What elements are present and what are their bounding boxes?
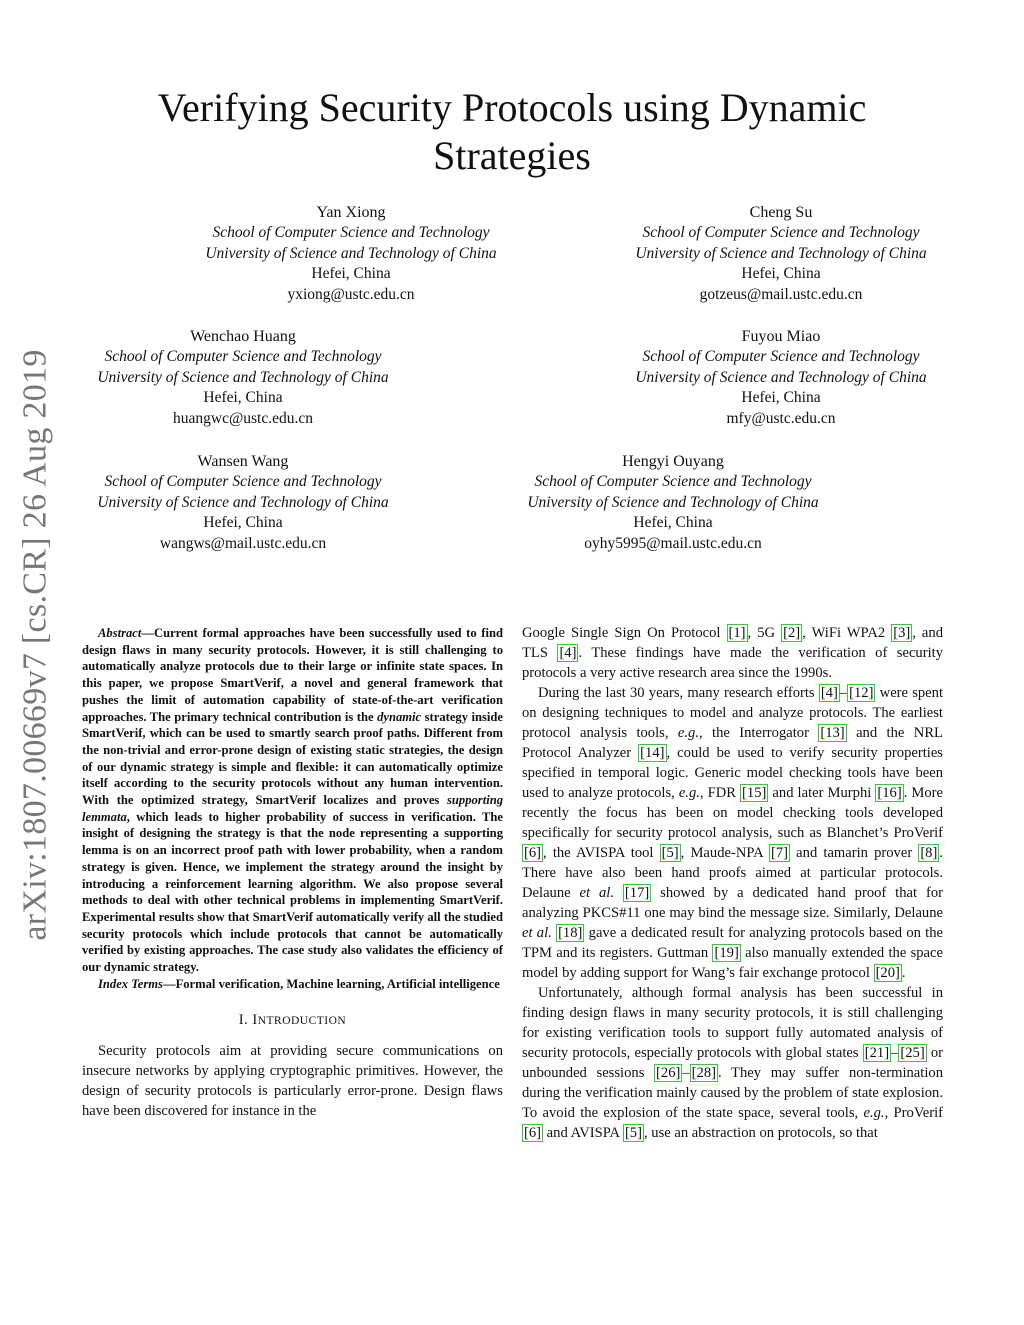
author-name: Wenchao Huang — [190, 328, 296, 345]
author-email: wangws@mail.ustc.edu.cn — [159, 535, 327, 553]
author-city: Hefei, China — [203, 514, 283, 532]
author-university: University of Science and Technology of China — [635, 244, 927, 262]
citation-link[interactable]: [26] — [656, 1065, 681, 1081]
citation-link[interactable]: [18] — [558, 925, 583, 941]
right-column — [522, 623, 943, 1143]
author-name: Cheng Su — [749, 204, 813, 221]
section-heading: I. INTRODUCTION — [238, 1012, 347, 1029]
citation-link[interactable]: [16] — [877, 785, 902, 801]
author-university: University of Science and Technology of China — [97, 493, 389, 511]
citation-link[interactable]: [1] — [728, 625, 746, 641]
author-block — [131, 202, 571, 306]
author-email: yxiong@ustc.edu.cn — [287, 286, 415, 304]
citation-link[interactable]: [14] — [640, 745, 665, 761]
author-name: Yan Xiong — [316, 204, 386, 221]
author-affiliation: School of Computer Science and Technology — [642, 224, 920, 241]
author-block — [561, 202, 1001, 306]
author-city: Hefei, China — [203, 389, 283, 407]
paper-title — [0, 84, 1024, 180]
author-affiliation: School of Computer Science and Technology — [104, 473, 382, 490]
citation-link[interactable]: [19] — [714, 945, 739, 961]
arxiv-identifier: arXiv:1807.00669v7 [cs.CR] 26 Aug 2019 — [17, 349, 55, 941]
citation-link[interactable]: [5] — [661, 845, 679, 861]
citation-link[interactable]: [3] — [893, 625, 911, 641]
citation-link[interactable]: [28] — [691, 1065, 716, 1081]
paragraph: Google Single Sign On Protocol [1] , 5G [2] , WiFi WPA2 [3] , and TLS [4] . These findings have made the verification of security protocols a very active research area since the 1990s. — [522, 625, 943, 681]
abstract-label: Abstract — [98, 626, 142, 640]
author-affiliation: School of Computer Science and Technology — [104, 348, 382, 365]
citation-link[interactable]: [17] — [624, 885, 650, 901]
citation-link[interactable]: [21] — [864, 1045, 890, 1061]
citation-link[interactable]: [2] — [783, 625, 801, 641]
author-name: Fuyou Miao — [741, 328, 821, 345]
citation-link[interactable]: [4] — [820, 685, 838, 701]
citation-link[interactable]: [15] — [742, 785, 767, 801]
paragraph: During the last 30 years, many research efforts [4] – [12] were spent on designing techniques to model and analyze protocols. The earliest protocol analysis tools, e.g., the Interrogator [13] and the NRL Protocol Analyzer [14] , could be used to verify security properties specified in temporal logic. Generic model checking tools have been used to analyze protocols, e.g., FDR [15] and later Murphi [16] . More recently the focus has been on model checking tools developed specifically for security protocol analysis, such as Blanchet’s ProVerif [6] , the AVISPA tool [5] , Maude-NPA [7] and tamarin prover [8] . There have also been hand proofs aimed at particular protocols. Delaune et al. [17] showed by a dedicated hand proof that for analyzing PKCS#11 one may bind the message size. Similarly, Delaune et al. [18] gave a dedicated result for analyzing protocols based on the TPM and its registers. Guttman [19] also manually extended the space model by adding support for Wang’s fair exchange protocol [20] . — [522, 685, 943, 981]
index-terms-label: Index Terms — [98, 976, 163, 991]
author-city: Hefei, China — [311, 265, 391, 283]
author-university: University of Science and Technology of China — [205, 244, 497, 262]
intro-paragraph: Security protocols aim at providing secure communications on insecure networks by applying cryptographic primitives. However, the design of security protocols is particularly error-prone. Design flaws have been discovered for instance in the — [82, 1043, 503, 1120]
author-affiliation: School of Computer Science and Technology — [534, 473, 812, 490]
author-block — [561, 326, 1001, 430]
author-city: Hefei, China — [633, 514, 713, 532]
index-terms: Index Terms—Formal verification, Machine learning, Artificial intelligence — [98, 976, 500, 991]
author-email: oyhy5995@mail.ustc.edu.cn — [584, 535, 762, 553]
citation-link[interactable]: [5] — [624, 1125, 642, 1141]
citation-link[interactable]: [13] — [820, 725, 845, 741]
citation-link[interactable]: [6] — [524, 1125, 542, 1141]
author-email: gotzeus@mail.ustc.edu.cn — [699, 286, 863, 304]
author-email: huangwc@ustc.edu.cn — [173, 410, 313, 428]
citation-link[interactable]: [20] — [875, 965, 900, 981]
author-city: Hefei, China — [741, 389, 821, 407]
paragraph: Unfortunately, although formal analysis has been successful in finding design flaws in many security protocols, it is still challenging for existing verification tools to support fully automated analysis of security protocols, especially protocols with global states [21] – [25] or unbounded sessions [26] – [28] . They may suffer non-termination during the verification mainly caused by the problem of state explosion. To avoid the explosion of the state space, several tools, e.g., ProVerif [6] and AVISPA [5] , use an abstraction on protocols, so that — [522, 985, 943, 1141]
citation-link[interactable]: [7] — [771, 845, 789, 861]
author-email: mfy@ustc.edu.cn — [726, 410, 836, 428]
author-university: University of Science and Technology of China — [635, 368, 927, 386]
citation-link[interactable]: [6] — [524, 845, 542, 861]
author-city: Hefei, China — [741, 265, 821, 283]
citation-link[interactable]: [25] — [900, 1045, 925, 1061]
citation-link[interactable]: [4] — [559, 645, 577, 661]
author-block — [453, 451, 893, 555]
left-column — [82, 625, 503, 1121]
author-name: Wansen Wang — [197, 453, 289, 470]
citation-link[interactable]: [12] — [849, 685, 874, 701]
citation-link[interactable]: [8] — [920, 845, 938, 861]
abstract: Abstract—Current formal approaches have been successfully used to find design flaws in many security protocols. However, it is still challenging to automatically analyze protocols due to their large or infinite state spaces. In this paper, we propose SmartVerif, a novel and general framework that pushes the limit of automation capability of state-of-the-art verification approaches. The primary technical contribution is the dynamic strategy inside SmartVerif, which can be used to smartly search proof paths. Different from the non-trivial and error-prone design of existing static strategies, the design of our dynamic strategy is simple and flexible: it can automatically optimize itself according to the security protocols without any human intervention. With the optimized strategy, SmartVerif localizes and proves supporting lemmata, which leads to higher probability of success in verification. The insight of designing the strategy is that the node representing a supporting lemma is on an incorrect proof path with lower probability, when a random strategy is given. Hence, we implement the strategy around the insight by introducing a reinforcement learning algorithm. We also propose several methods to deal with other technical problems in implementing SmartVerif. Experimental results show that SmartVerif automatically verify all the studied security protocols which include protocols that cannot be automatically verified by existing approaches. The case study also validates the efficiency of our dynamic strategy. — [82, 626, 503, 975]
author-block — [23, 451, 463, 555]
author-name: Hengyi Ouyang — [622, 453, 724, 470]
author-block — [23, 326, 463, 430]
author-university: University of Science and Technology of China — [97, 368, 389, 386]
author-affiliation: School of Computer Science and Technology — [212, 224, 490, 241]
author-university: University of Science and Technology of China — [527, 493, 819, 511]
title-line-1: Verifying Security Protocols using Dynamic — [157, 85, 867, 130]
title-line-2: Strategies — [433, 133, 591, 178]
author-affiliation: School of Computer Science and Technology — [642, 348, 920, 365]
